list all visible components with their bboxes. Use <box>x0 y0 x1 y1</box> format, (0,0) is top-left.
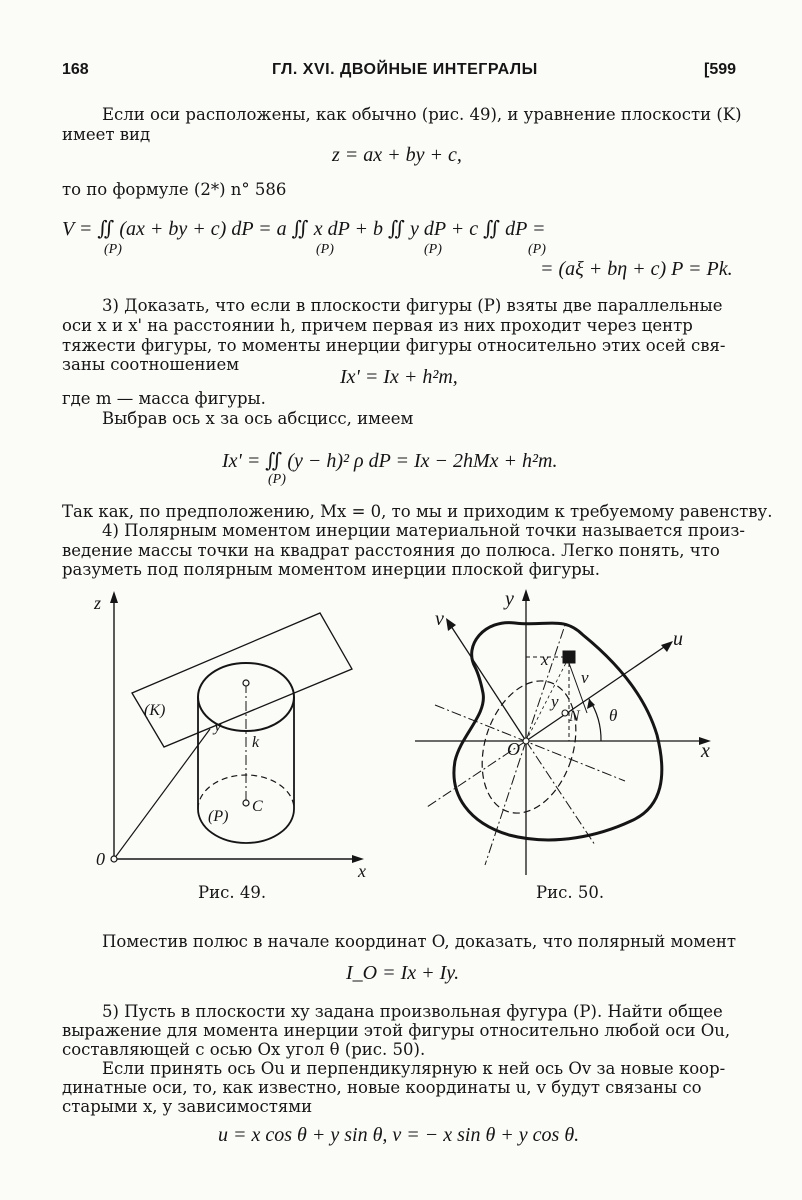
axis-label-x: x <box>358 861 366 881</box>
plane-label: (K) <box>144 702 166 719</box>
integral-subscript: (P) <box>104 242 122 257</box>
figure-49 <box>80 585 390 885</box>
axis-label-z: z <box>94 593 102 613</box>
coord-label-x: x <box>541 650 549 669</box>
text-line: 4) Полярным моментом инерции материальной точки называется произ- <box>102 521 745 540</box>
page-number: 168 <box>62 61 89 78</box>
integral-subscript: (P) <box>268 472 286 487</box>
text-line: тяжести фигуры, то моменты инерции фигуры относительно этих осей свя- <box>62 336 726 355</box>
coord-label-v: v <box>581 668 589 687</box>
figure-caption: Рис. 50. <box>536 883 605 902</box>
origin-label: 0 <box>96 849 105 869</box>
text-line: то по формуле (2*) n° 586 <box>62 180 287 199</box>
angle-label-theta: θ <box>609 706 618 725</box>
text-line: 3) Доказать, что если в плоскости фигуры (P) взяты две параллельные <box>102 296 723 315</box>
height-label: k <box>252 734 260 751</box>
centroid-label: C <box>252 798 263 815</box>
text-line: выражение для момента инерции этой фигуры относительно любой оси Ou, <box>62 1021 731 1040</box>
integral-subscript: (P) <box>424 242 442 257</box>
integral-subscript: (P) <box>528 242 546 257</box>
text-line: ведение массы точки на квадрат расстояния до полюса. Легко понять, что <box>62 541 720 560</box>
text-line: составляющей с осью Ox угол θ (рис. 50). <box>62 1040 426 1059</box>
text-line: старыми x, y зависимостями <box>62 1097 313 1116</box>
chapter-title: ГЛ. XVI. ДВОЙНЫЕ ИНТЕГРАЛЫ <box>272 61 538 78</box>
axis-label-u: u <box>673 628 683 650</box>
axis-label-y: y <box>214 716 222 735</box>
text-line: разуметь под полярным моментом инерции плоской фигуры. <box>62 560 601 579</box>
coord-label-y: y <box>551 692 559 711</box>
formula-volume-line-1: V = ∬ (ax + by + c) dP = a ∬ x dP + b ∬ y dP + c ∬ dP = <box>62 218 546 240</box>
text-line: Так как, по предположению, Mx = 0, то мы и приходим к требуемому равенству. <box>62 502 773 521</box>
text-line: где m — масса фигуры. <box>62 389 266 408</box>
section-number: [599 <box>704 61 737 78</box>
text-line: динатные оси, то, как известно, новые координаты u, v будут связаны со <box>62 1078 702 1097</box>
text-line: имеет вид <box>62 125 151 144</box>
formula-inertia-2: Ix' = ∬ (y − h)² ρ dP = Ix − 2hMx + h²m. <box>222 450 558 472</box>
figure-caption: Рис. 49. <box>198 883 267 902</box>
point-label-n: N <box>569 708 580 725</box>
formula-plane: z = ax + by + c, <box>332 144 462 166</box>
formula-inertia: Ix' = Ix + h²m, <box>340 366 458 388</box>
text-line: Если оси расположены, как обычно (рис. 49), и уравнение плоскости (K) <box>102 105 742 124</box>
axis-label-y: y <box>505 588 514 610</box>
text-line: оси x и x' на расстоянии h, причем первая из них проходит через центр <box>62 316 693 335</box>
text-line: 5) Пусть в плоскости xy задана произвольная фугура (P). Найти общее <box>102 1002 723 1021</box>
text-line: заны соотношением <box>62 355 240 374</box>
region-label: (P) <box>208 808 229 825</box>
figure-50 <box>405 585 725 885</box>
text-line: Поместив полюс в начале координат O, доказать, что полярный момент <box>102 932 736 951</box>
axis-label-x: x <box>701 740 710 762</box>
text-line: Если принять ось Ou и перпендикулярную к ней ось Ov за новые коор- <box>102 1059 726 1078</box>
formula-polar-moment: I_O = Ix + Iy. <box>346 962 460 984</box>
formula-rotation: u = x cos θ + y sin θ, v = − x sin θ + y cos θ. <box>218 1124 580 1146</box>
formula-volume-line-2: = (aξ + bη + c) P = Pk. <box>540 258 733 280</box>
text-line: Выбрав ось x за ось абсцисс, имеем <box>102 409 414 428</box>
origin-label: O <box>507 739 520 759</box>
integral-subscript: (P) <box>316 242 334 257</box>
axis-label-v: v <box>435 608 444 630</box>
